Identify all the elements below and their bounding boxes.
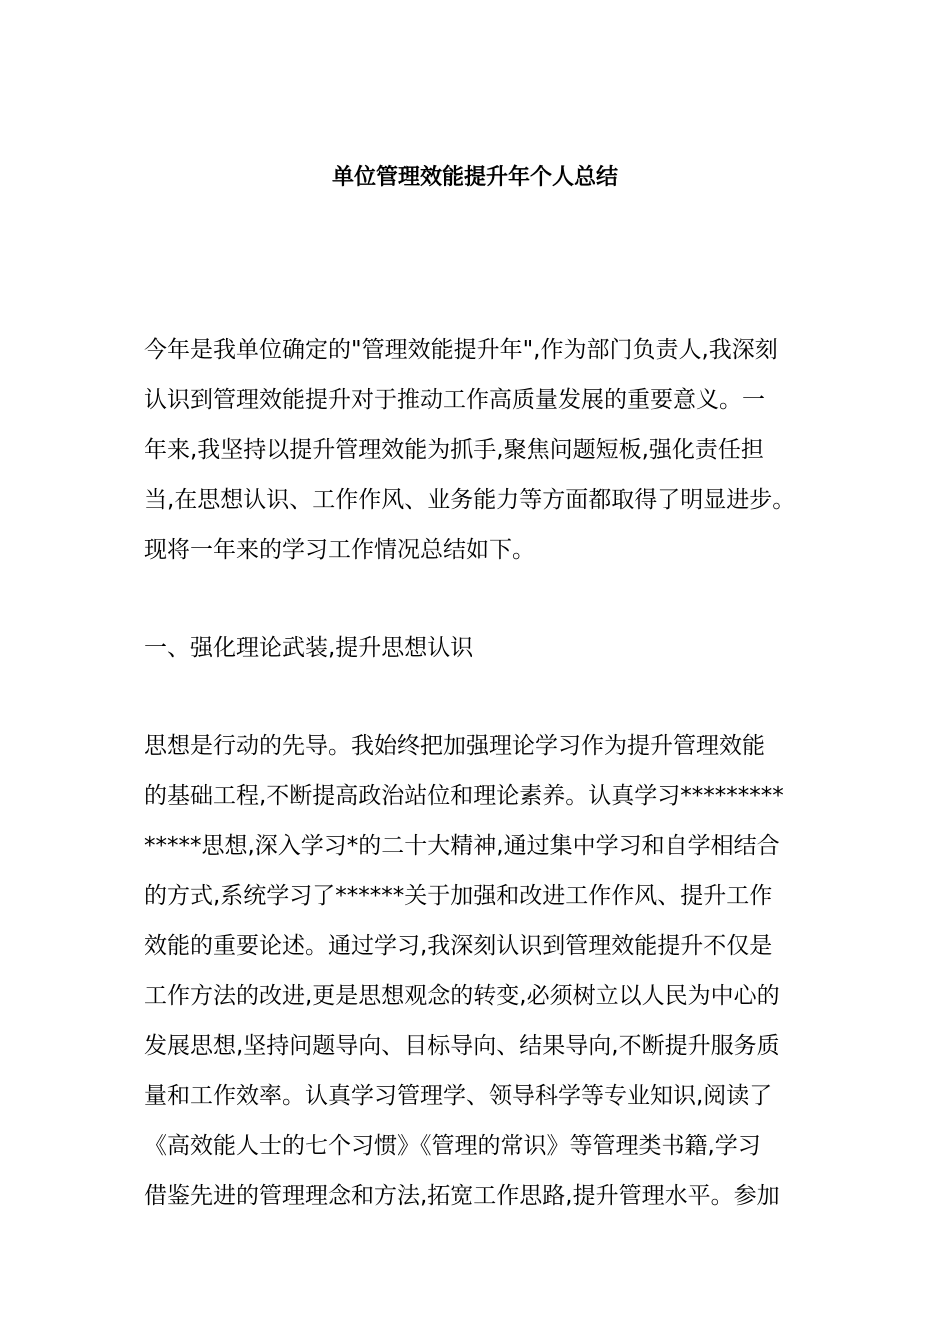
body-line: 工作方法的改进,更是思想观念的转变,必须树立以人民为中心的	[144, 983, 780, 1009]
body-line: 发展思想,坚持问题导向、目标导向、结果导向,不断提升服务质	[144, 1033, 780, 1059]
intro-line: 当,在思想认识、工作作风、业务能力等方面都取得了明显进步。	[144, 487, 796, 513]
body-line: 量和工作效率。认真学习管理学、领导科学等专业知识,阅读了	[144, 1083, 773, 1109]
body-line: 借鉴先进的管理理念和方法,拓宽工作思路,提升管理水平。参加	[144, 1183, 780, 1209]
intro-line: 认识到管理效能提升对于推动工作高质量发展的重要意义。一	[144, 387, 765, 413]
body-line: *****思想,深入学习*的二十大精神,通过集中学习和自学相结合	[144, 833, 780, 859]
body-line: 的方式,系统学习了******关于加强和改进工作作风、提升工作	[144, 883, 773, 909]
intro-line: 今年是我单位确定的"管理效能提升年",作为部门负责人,我深刻	[144, 337, 778, 363]
intro-line: 现将一年来的学习工作情况总结如下。	[144, 537, 535, 563]
section-heading: 一、强化理论武装,提升思想认识	[144, 635, 474, 661]
body-line: 思想是行动的先导。我始终把加强理论学习作为提升管理效能	[144, 733, 765, 759]
body-line: 《高效能人士的七个习惯》《管理的常识》等管理类书籍,学习	[144, 1133, 761, 1159]
document-title: 单位管理效能提升年个人总结	[331, 165, 618, 190]
body-line: 的基础工程,不断提高政治站位和理论素养。认真学习*********	[144, 783, 784, 809]
body-line: 效能的重要论述。通过学习,我深刻认识到管理效能提升不仅是	[144, 933, 773, 959]
intro-line: 年来,我坚持以提升管理效能为抓手,聚焦问题短板,强化责任担	[144, 437, 764, 463]
